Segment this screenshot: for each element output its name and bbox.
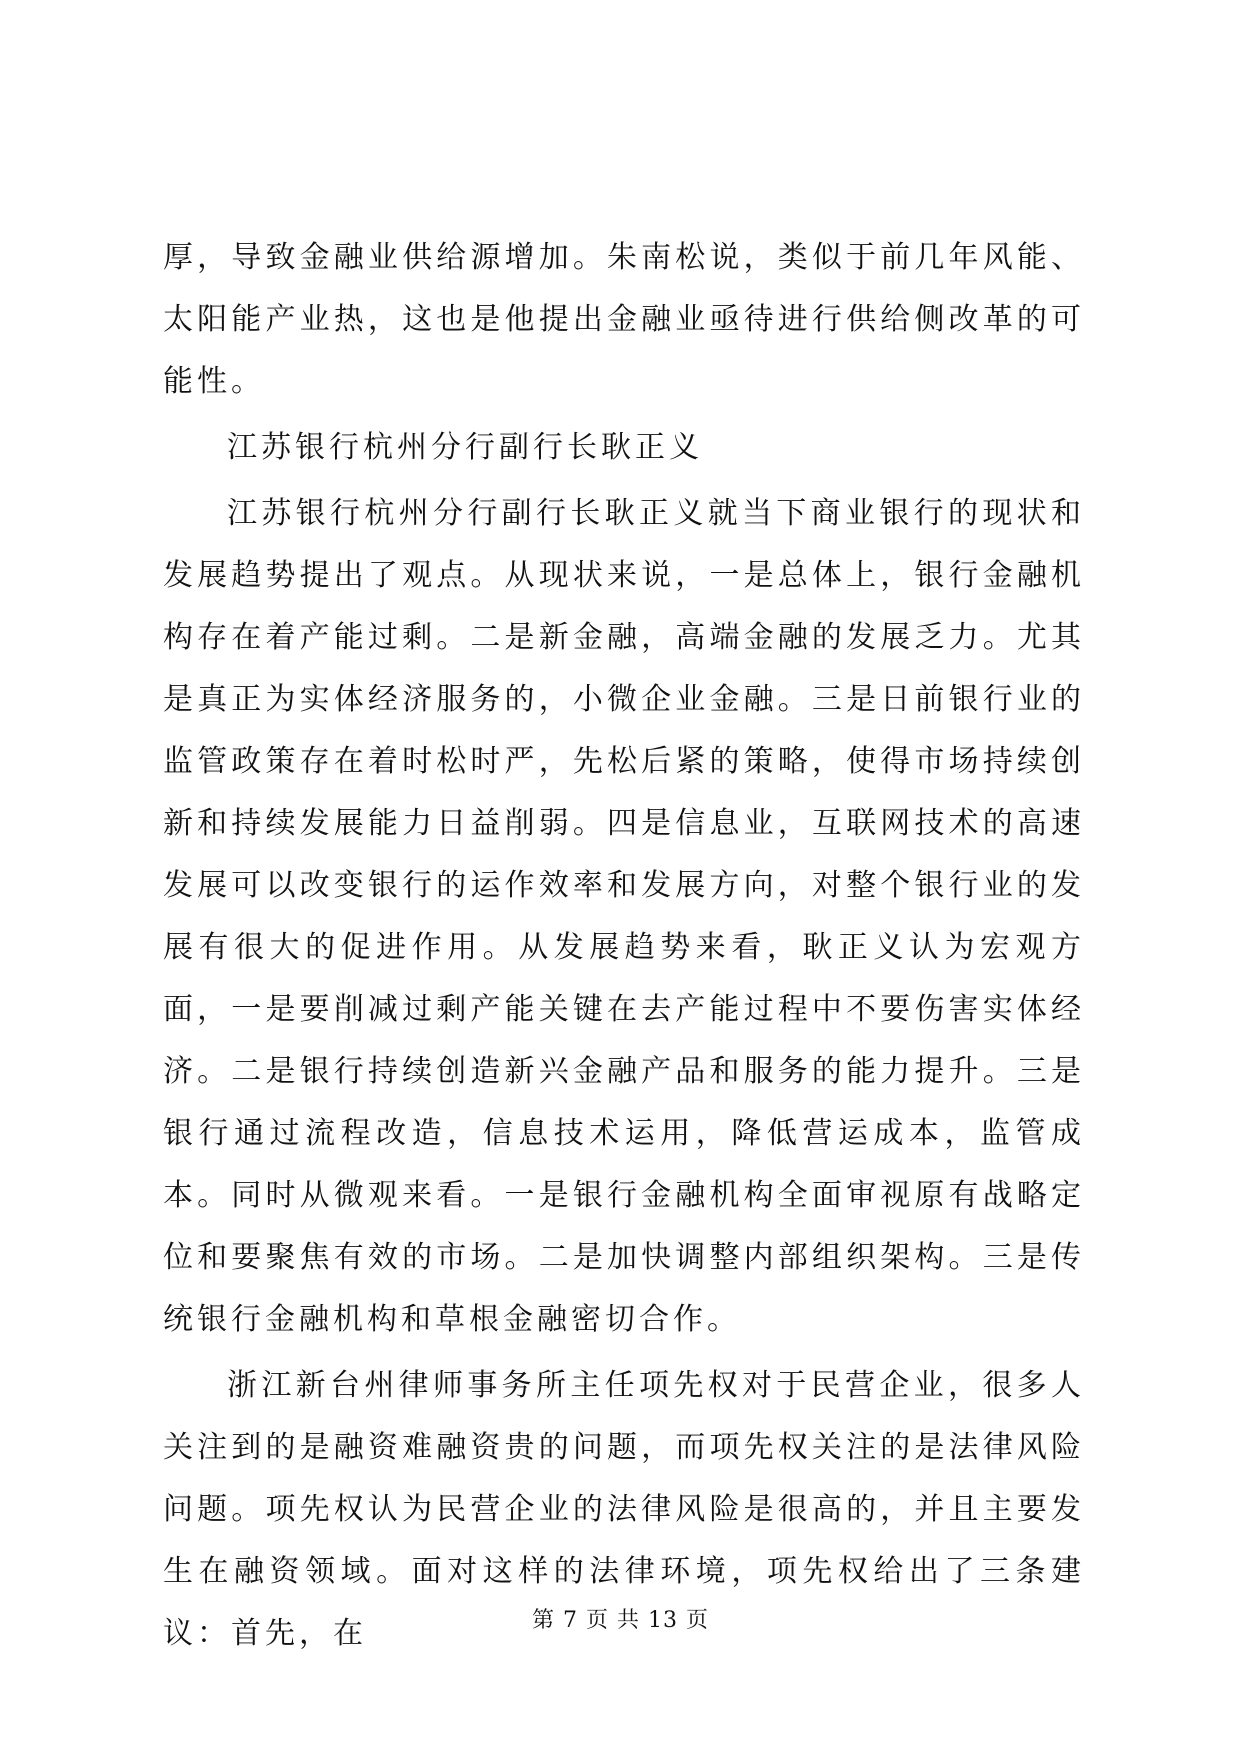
body-text bbox=[163, 227, 1085, 1665]
paragraph-continuation: 厚，导致金融业供给源增加。朱南松说，类似于前几年风能、太阳能产业热，这也是他提出金融业亟待进行供给侧改革的可能性。 bbox=[163, 240, 1085, 399]
paragraph-speaker-heading: 江苏银行杭州分行副行长耿正义 bbox=[227, 430, 703, 465]
paragraph-bank-trends: 江苏银行杭州分行副行长耿正义就当下商业银行的现状和发展趋势提出了观点。从现状来说，一是总体上，银行金融机构存在着产能过剩。二是新金融，高端金融的发展乏力。尤其是真正为实体经济服务的，小微企业金融。三是日前银行业的监管政策存在着时松时严，先松后紧的策略，使得市场持续创新和持续发展能力日益削弱。四是信息业，互联网技术的高速发展可以改变银行的运作效率和发展方向，对整个银行业的发展有很大的促进作用。从发展趋势来看，耿正义认为宏观方面，一是要削减过剩产能关键在去产能过程中不要伤害实体经济。二是银行持续创造新兴金融产品和服务的能力提升。三是银行通过流程改造，信息技术运用，降低营运成本，监管成本。同时从微观来看。一是银行金融机构全面审视原有战略定位和要聚焦有效的市场。二是加快调整内部组织架构。三是传统银行金融机构和草根金融密切合作。 bbox=[163, 496, 1085, 1337]
paragraph-legal-risk: 浙江新台州律师事务所主任项先权对于民营企业，很多人关注到的是融资难融资贵的问题，而项先权关注的是法律风险问题。项先权认为民营企业的法律风险是很高的，并且主要发生在融资领域。面对这样的法律环境，项先权给出了三条建议：首先，在 bbox=[163, 1368, 1085, 1651]
page-number-footer: 第 7 页 共 13 页 bbox=[532, 1608, 709, 1633]
